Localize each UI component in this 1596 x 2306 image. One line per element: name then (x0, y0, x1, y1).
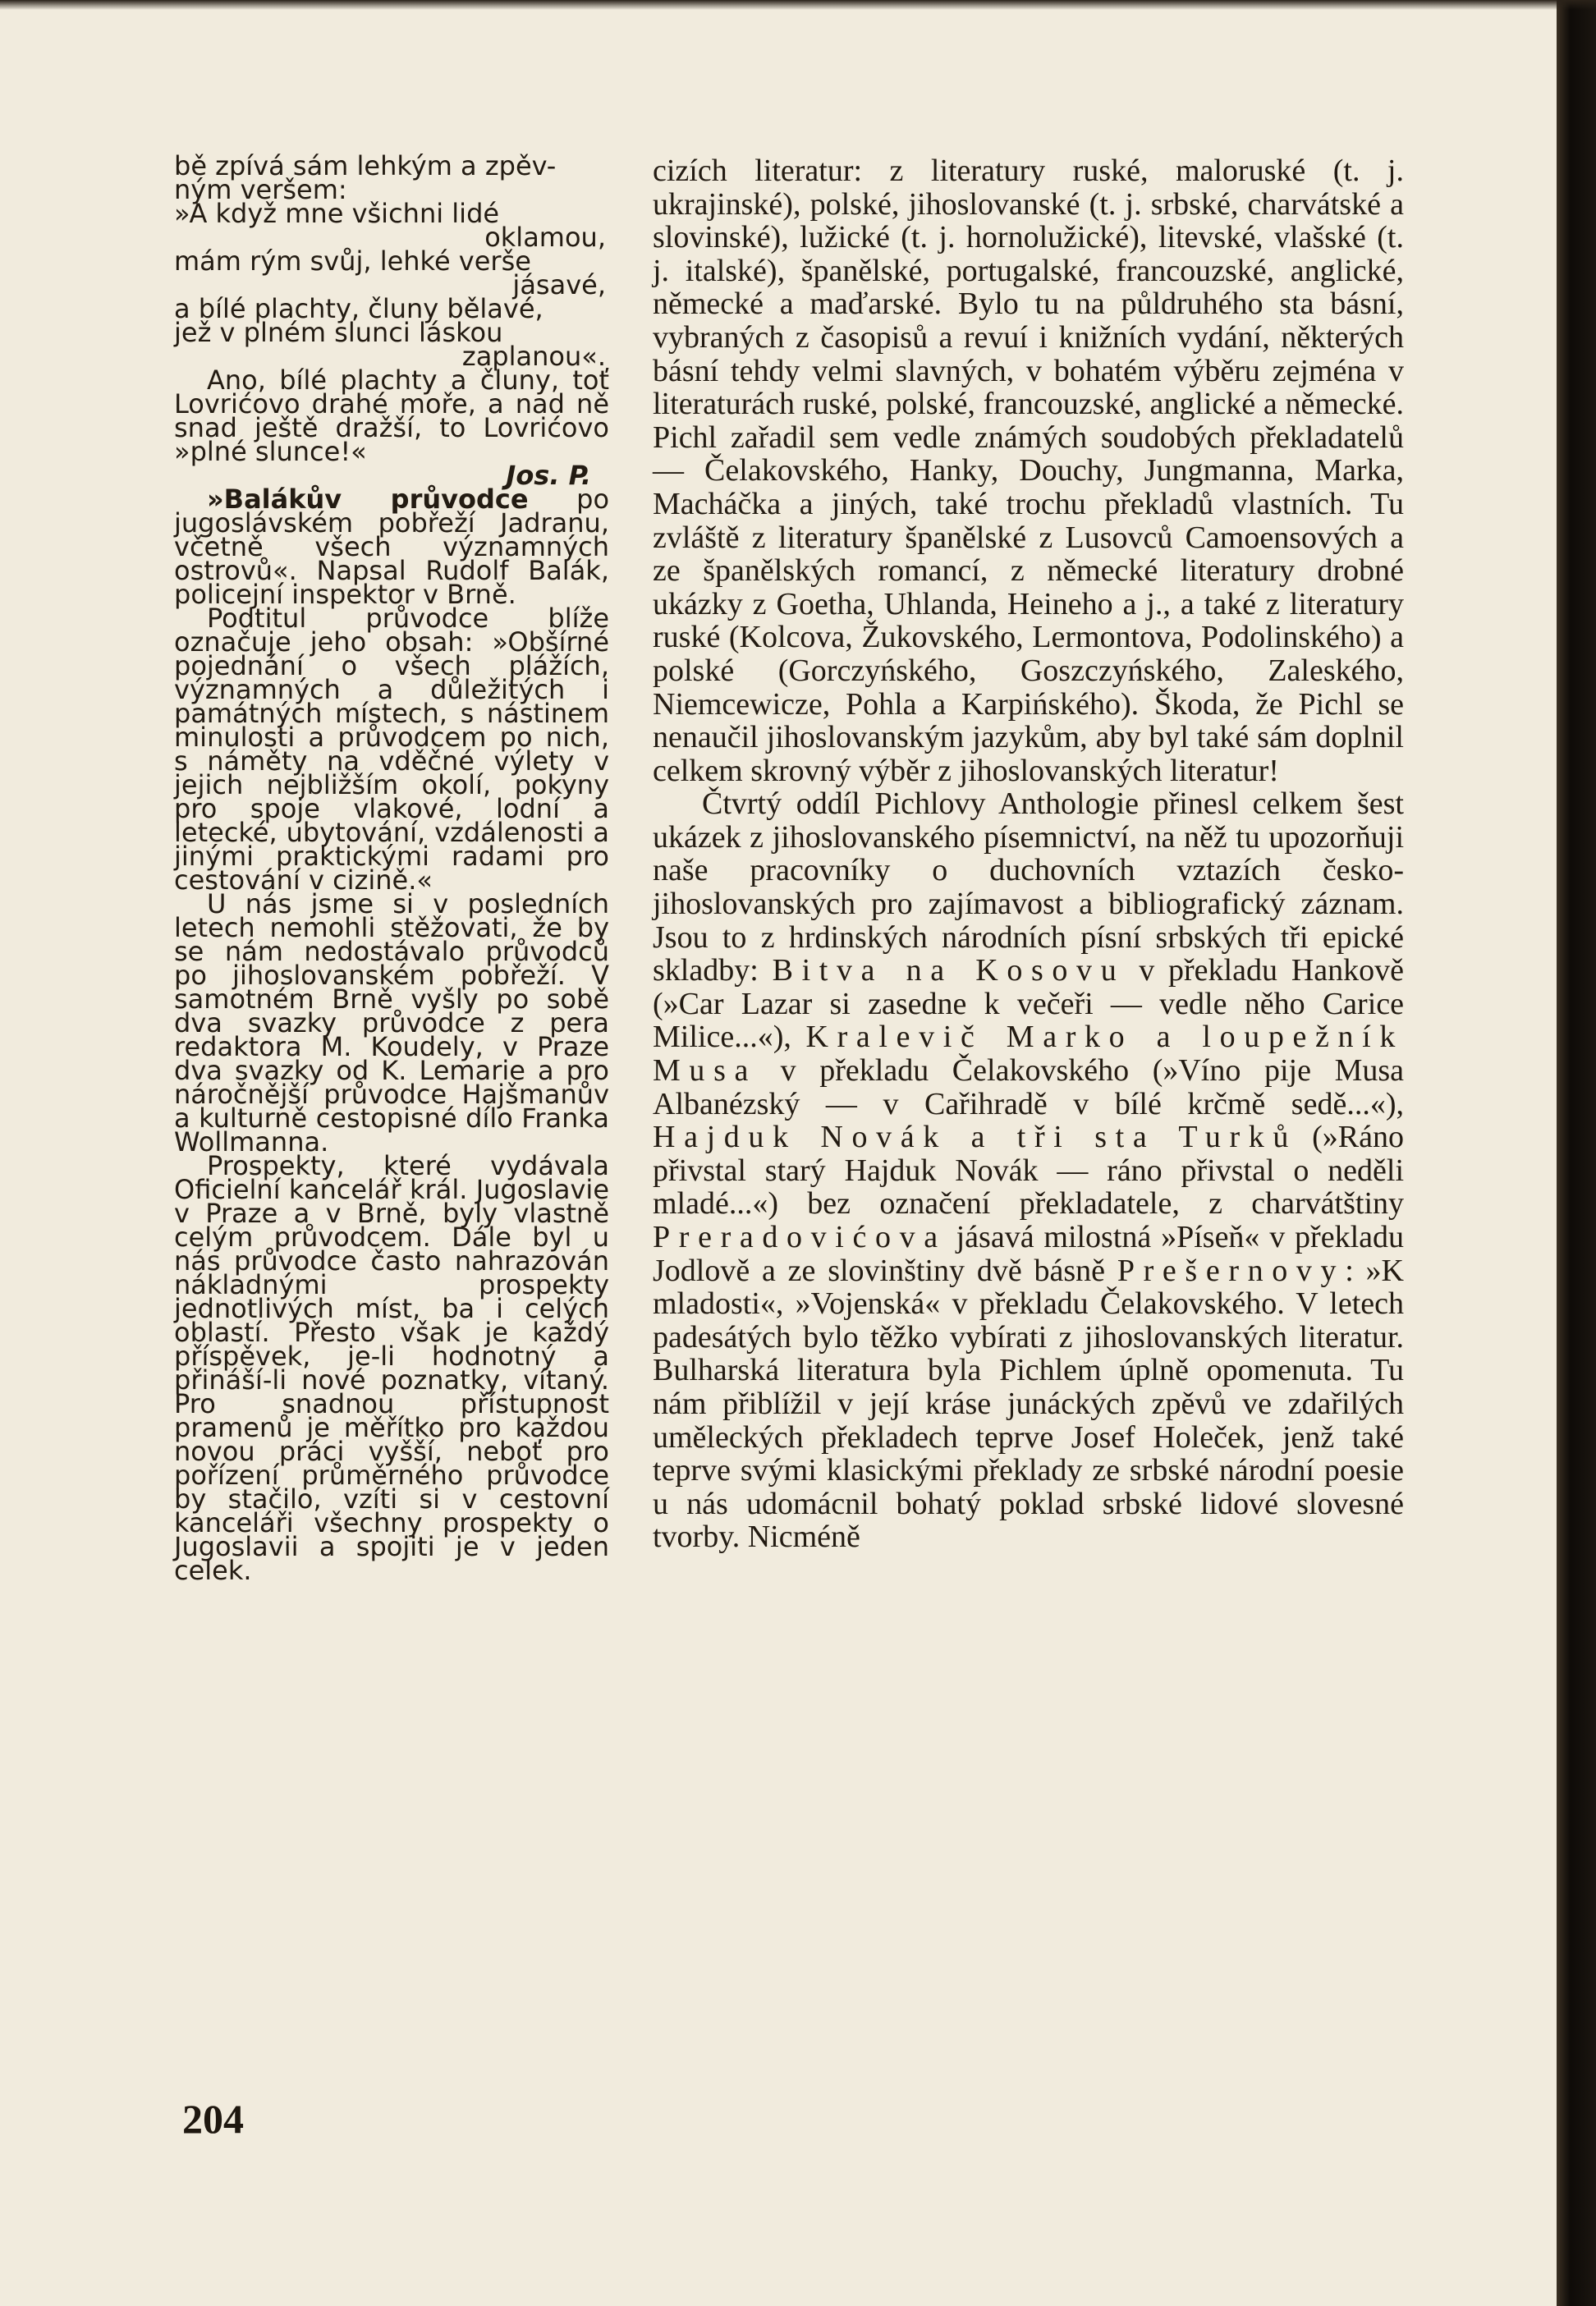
poem-line: zaplanou«. (461, 341, 606, 372)
poem-line: oklamou, (484, 222, 606, 253)
text-run: : »K mladosti«, »Vojenská« v překladu Čelakovského. V letech padesátých bylo těžko vybírati z jihoslovanských literatur. Bulharská literatura byla Pichlem úplně opomenuta. Tu nám přiblížil v její kráse junáckých zpěvů ve zdařilých uměleckých překladech teprve Josef Holeček, jenž také teprve svými klasickými překlady ze srbské národní poesie u nás udomácnil bohatý poklad srbské lidové slovesné tvorby. Nicméně (653, 1253, 1405, 1555)
text-run: v překladu Čelakovského (»Víno pije Musa Albanézský — v Cařihradě v bílé krčmě sedě...«), (653, 1053, 1405, 1121)
poem-line: jež v plném slunci láskou (174, 317, 503, 348)
text-run: Čtvrtý oddíl Pichlovy Anthologie přinesl celkem šest ukázek z jihoslovanského písemnictví, na něž tu upozorňuji naše pracovníky o duchovních vztazích česko-jihoslovanských pro zajímavost a bibliografický záznam. Jsou to z hrdinských národních písní srbských tři epické skladby: (653, 786, 1404, 988)
paragraph: Ano, bílé plachty a čluny, toť Lovrićovo drahé moře, a nad ně snad ještě dražší, to Lovrićovo »plné slunce!« (174, 364, 609, 467)
poem-line: »A když mne všichni lidé (174, 198, 500, 229)
paragraph: U nás jsme si v posledních letech nemohli stěžovati, že by se nám nedostávalo průvodců po jihoslovanském pobřeží. V samotném Brně vyšly po sobě dva svazky průvodce z pera redaktora M. Koudely, v Praze dva svazky od K. Lemarie a pro náročnější průvodce Hajšmanův a kulturně cestopisné dílo Franka Wollmanna. (174, 888, 609, 1158)
signature: Jos. P. (506, 460, 591, 491)
poem-line: mám rým svůj, lehké verše (174, 245, 531, 277)
page-top-shadow (0, 0, 1596, 10)
poem-line: a bílé plachty, čluny bělavé, (174, 293, 543, 324)
spaced-title: Hajduk Novák a tři sta Turků (653, 1120, 1298, 1155)
spaced-title: Kralevič Marko a loupežník Musa (653, 1020, 1404, 1089)
page-number: 204 (182, 2096, 244, 2142)
paragraph: Prospekty, které vydávala Oficielní kancelář král. Jugoslavie v Praze a v Brně, byly vlastně celým průvodcem. Dále byl u nás průvodce často nahrazován nákladnými prospekty jednotlivých míst, ba i celých oblastí. Přesto však je každý příspěvek, je-li hodnotný a přináší-li nové poznatky, vítaný. Pro snadnou přístupnost pramenů je měřítko pro každou novou práci vyšší, neboť pro pořízení průměrného průvodce by stačilo, vzíti si v cestovní kanceláři všechny prospekty o Jugoslavii a spojiti je v jeden celek. (174, 1150, 609, 1586)
review-intro: po jugoslávském pobřeží Jadranu, včetně všech významných ostrovů«. Napsal Rudolf Balák, policejní inspektor v Brně. (174, 484, 610, 610)
text-run: (»Ráno přivstal starý Hajduk Novák — ráno přivstal o neděli mladé...«) bez označení překladatele, z charvátštiny (653, 1120, 1404, 1222)
paragraph (653, 787, 1404, 1554)
text-run: v překladu Hankově (»Car Lazar si zasedne k večeři — vedle něho Carice Milice...«), (653, 953, 1404, 1055)
paragraph: cizích literatur: z literatury ruské, maloruské (t. j. ukrajinské), polské, jihoslovanské (t. j. srbské, charvátské a slovinské), lužické (t. j. hornolužické), litevské, vlašské (t. j. italské), španělské, portugalské, francouzské, anglické, německé a maďarské. Bylo tu na půldruhého sta básní, vybraných z časopisů a revuí i knižních vydání, některých básní tehdy velmi slavných, v bohatém výběru zejména v literaturách ruské, polské, francouzské, anglické a německé. Pichl zařadil sem vedle známých soudobých překladatelů — Čelakovského, Hanky, Douchy, Jungmanna, Marka, Macháčka a jiných, také trochu překladů vlastních. Tu zvláště z literatury španělské z Lusovců Camoensových a ze španělských romancí, z německé literatury drobné ukázky z Goetha, Uhlanda, Heineho a j., a také z literatury ruské (Kolcova, Žukovského, Lermontova, Podolinského) a polské (Gorczyńského, Goszczyńského, Zaleského, Niemcewicze, Pohla a Karpińského). Škoda, že Pichl se nenaučil jihoslovanským jazykům, aby byl také sám doplnil celkem skrovný výběr z jihoslovanských literatur! (653, 154, 1404, 788)
text-line: ným veršem: (174, 174, 347, 205)
left-column (174, 150, 610, 1586)
spaced-title: Prešernovy (1117, 1253, 1346, 1288)
right-column (653, 154, 1404, 1554)
text-run: jásavá milostná »Píseň« v překladu Jodlově a ze slovinštiny dvě básně (653, 1220, 1405, 1288)
paragraph: Podtitul průvodce blíže označuje jeho obsah: »Obšírné pojednání o všech plážích, významných a důležitých i památných místech, s nástinem minulosti a průvodcem po nich, s náměty na vděčné výlety v jejich nejbližším okolí, pokyny pro spoje vlakové, lodní a letecké, ubytování, vzdálenosti a jinými praktickými radami pro cestování v cizině.« (174, 603, 609, 896)
poem-line: jásavé, (512, 269, 606, 300)
book-binding-edge (1557, 0, 1596, 2306)
spaced-title: Preradovićova (653, 1220, 947, 1254)
spaced-title: Bitva na Kosovu (772, 953, 1126, 988)
text-line: bě zpívá sám lehkým a zpěv- (174, 150, 557, 181)
review-title: »Balákův průvodce (207, 484, 529, 515)
review-heading (174, 484, 610, 610)
